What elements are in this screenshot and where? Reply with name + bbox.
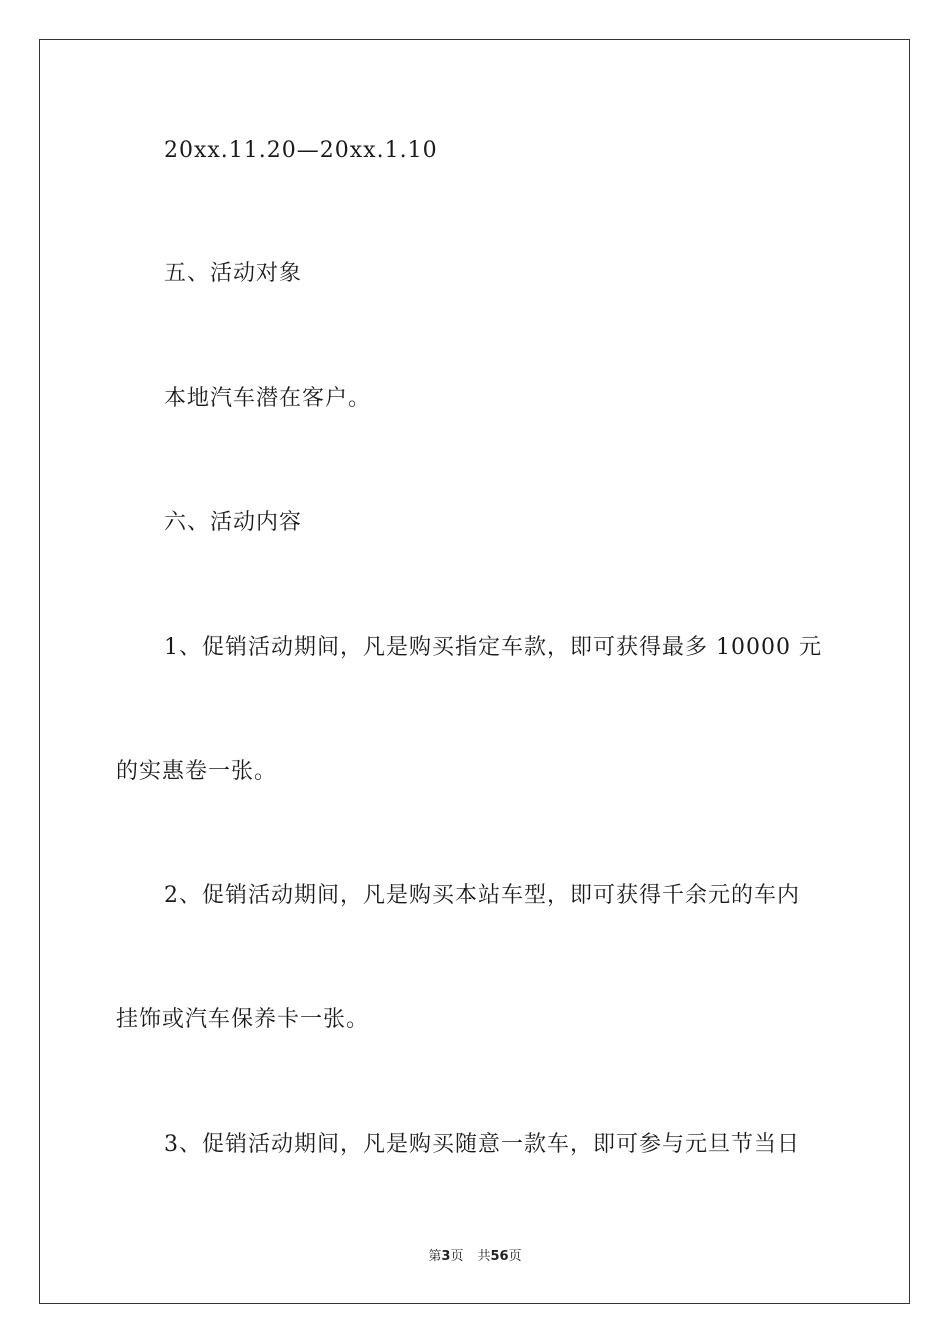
paragraph-line: 3、促销活动期间，凡是购买随意一款车，即可参与元旦节当日	[164, 1132, 800, 1157]
section-heading-activity-target: 五、活动对象	[164, 261, 303, 286]
total-suffix: 页	[508, 1249, 522, 1264]
total-prefix: 共	[477, 1249, 491, 1264]
date-range-line: 20xx.11.20—20xx.1.10	[164, 138, 438, 163]
paragraph-line: 的实惠卷一张。	[116, 759, 278, 784]
paragraph-line: 挂饰或汽车保养卡一张。	[116, 1007, 370, 1032]
page-frame	[39, 39, 910, 1304]
paragraph-line: 本地汽车潜在客户。	[164, 386, 372, 411]
section-heading-activity-content: 六、活动内容	[164, 510, 303, 535]
page-suffix: 页	[450, 1249, 464, 1264]
paragraph-line: 2、促销活动期间，凡是购买本站车型，即可获得千余元的车内	[164, 883, 800, 908]
page-prefix: 第	[428, 1249, 442, 1264]
page-footer	[0, 1248, 950, 1266]
page-number: 3	[441, 1249, 451, 1264]
total-pages: 56	[490, 1249, 509, 1264]
paragraph-line: 1、促销活动期间，凡是购买指定车款，即可获得最多 10000 元	[164, 635, 822, 660]
